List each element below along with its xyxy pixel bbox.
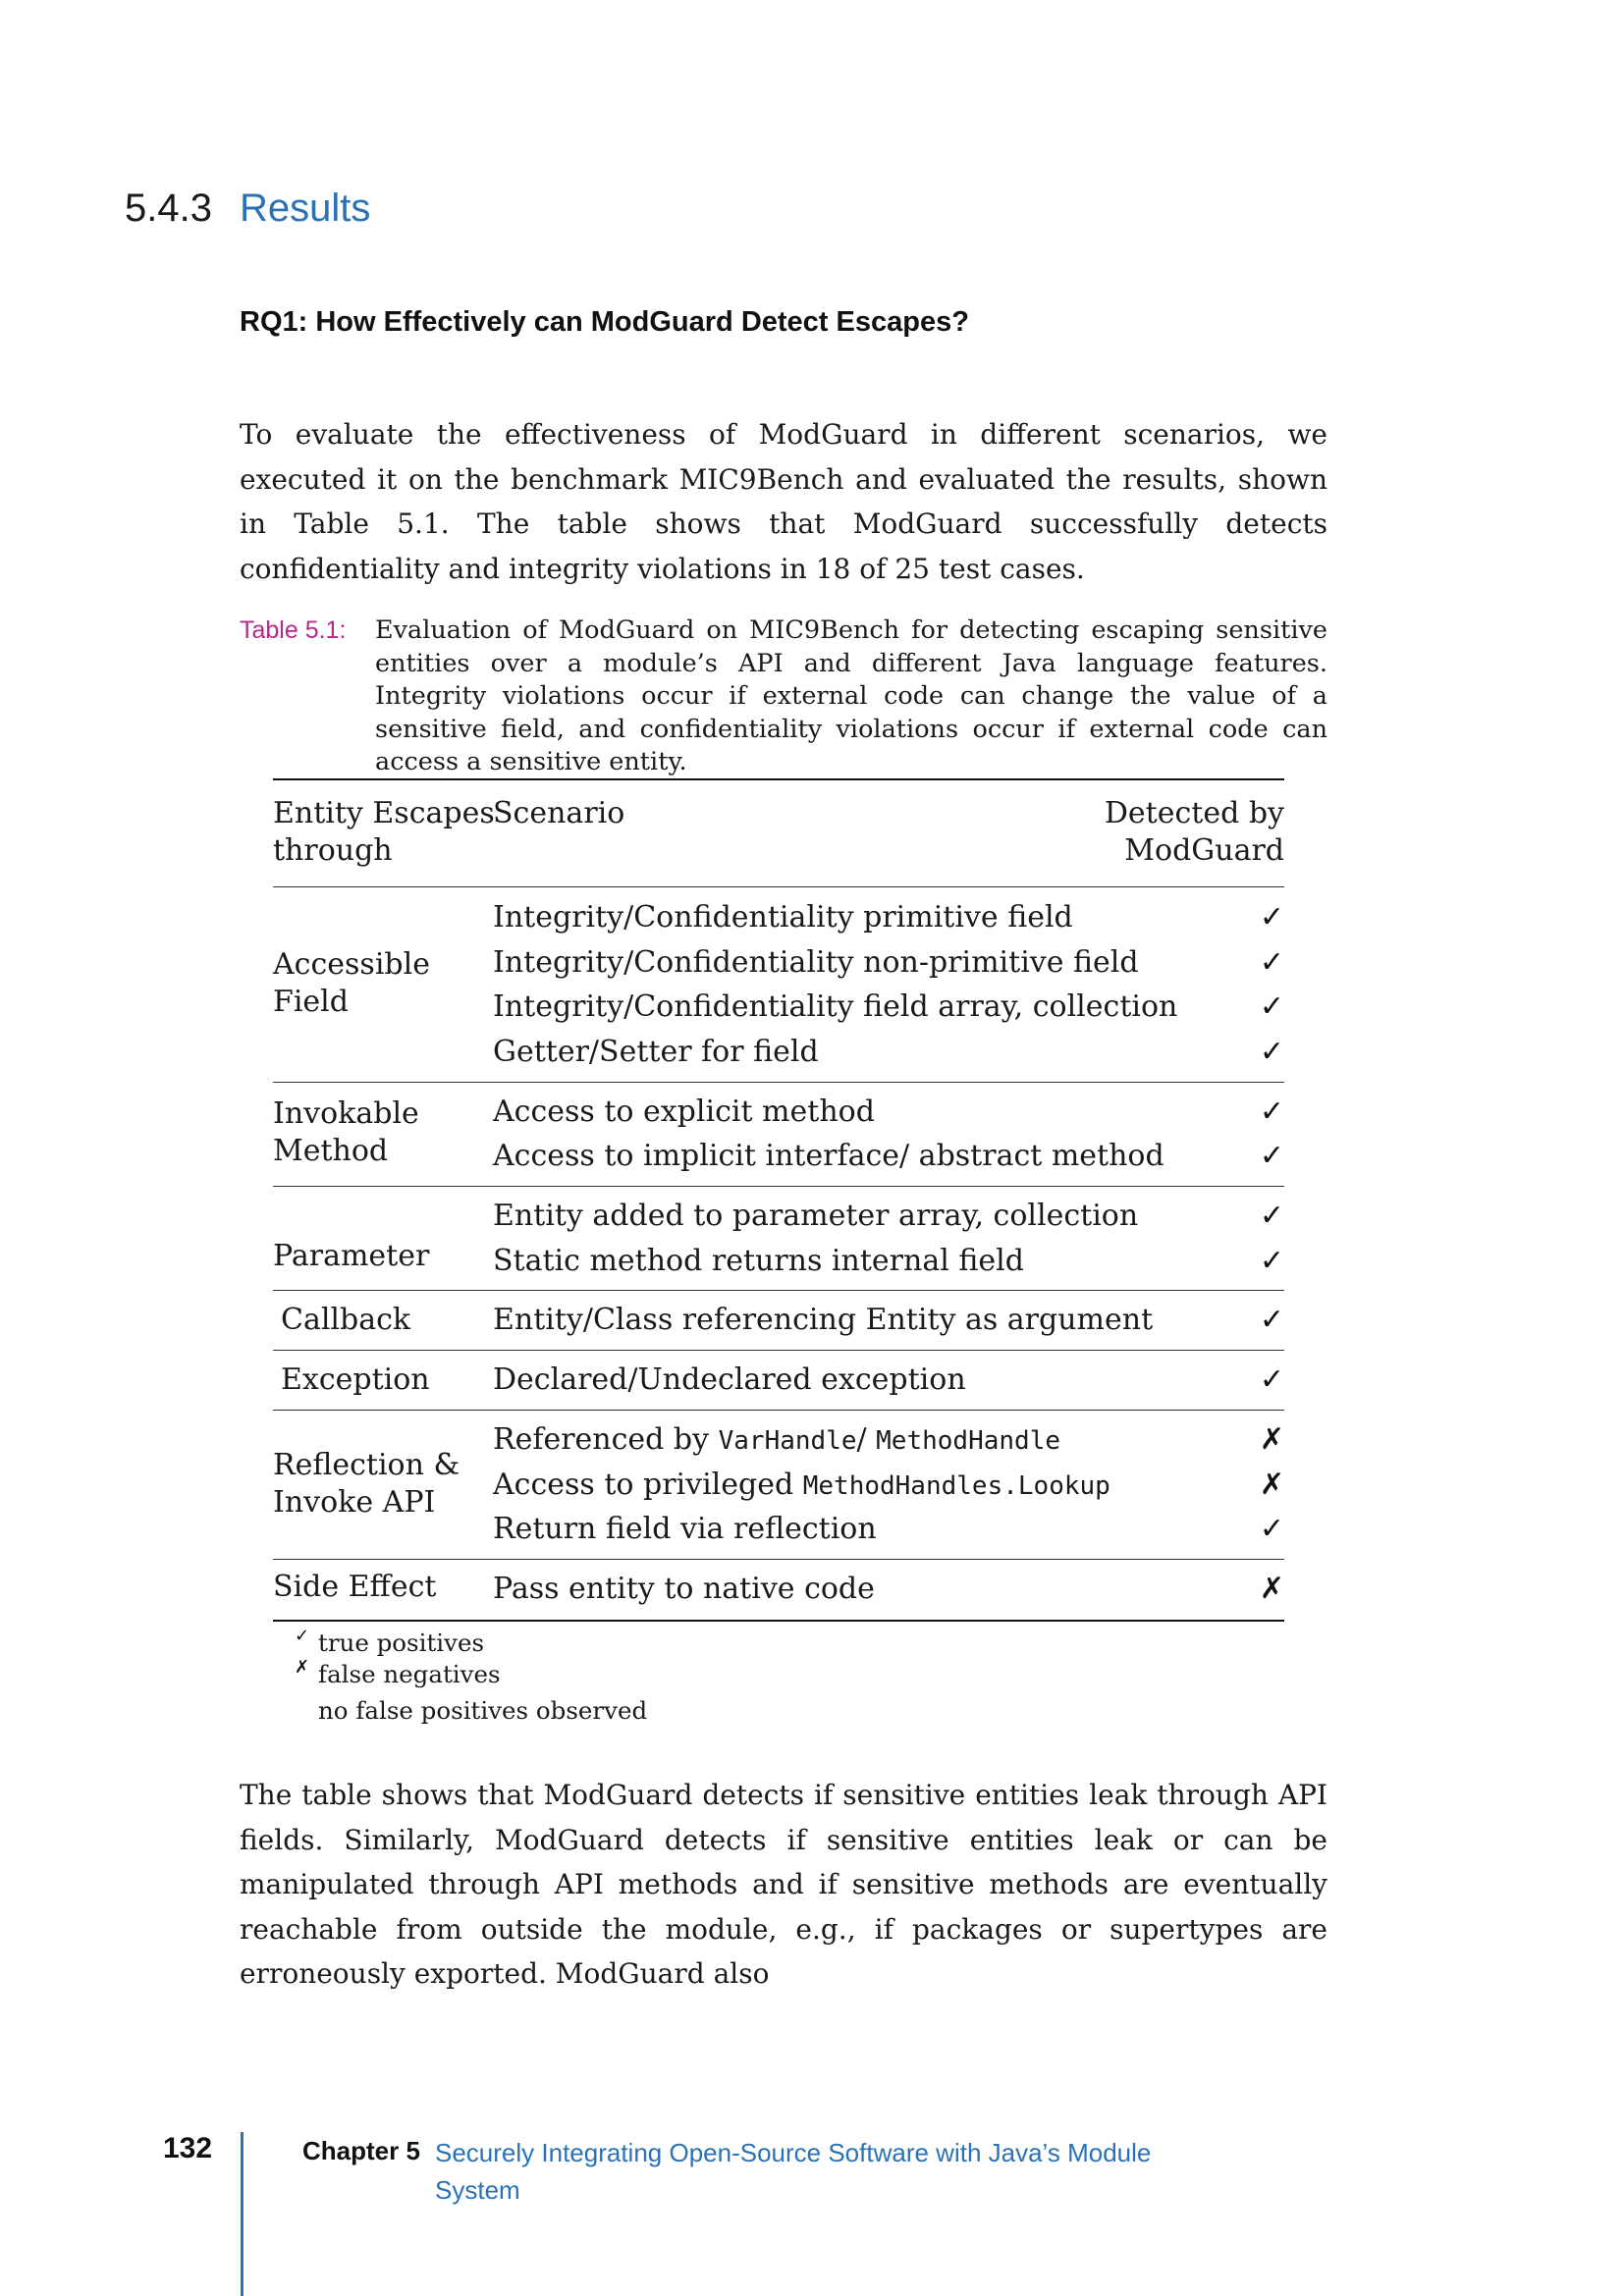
table-row-scenario: Declared/Undeclared exception <box>493 1362 966 1397</box>
section-title: Results <box>240 187 371 230</box>
group-rule <box>273 1350 1284 1351</box>
header-through: through <box>273 833 393 868</box>
check-icon: ✓ <box>1259 1035 1284 1069</box>
header-scenario: Scenario <box>493 796 625 830</box>
table-row-scenario: Static method returns internal field <box>493 1244 1024 1278</box>
note-false-negatives: false negatives <box>318 1660 501 1688</box>
note-no-false-positives: no false positives observed <box>318 1696 648 1725</box>
code-methodhandle: MethodHandle <box>876 1426 1060 1456</box>
paragraph-discussion: The table shows that ModGuard detects if sensitive entities leak through API fields. Similarly, ModGuard detects if sensitive entities leak or can be manipulated through API methods and if sensitive methods are eventually reachable from outside the module, e.g., if packages or supertypes are erroneously exported. ModGuard also <box>240 1779 1327 1990</box>
check-icon: ✓ <box>1259 1362 1284 1397</box>
check-icon: ✓ <box>1259 1303 1284 1337</box>
table-row-scenario: Integrity/Confidentiality field array, collection <box>493 989 1178 1024</box>
table-bottom-rule <box>273 1620 1284 1622</box>
check-icon: ✓ <box>1259 1199 1284 1233</box>
group-label: Method <box>273 1134 389 1168</box>
table-row-scenario: Entity added to parameter array, collection <box>493 1199 1139 1233</box>
section-number: 5.4.3 <box>125 187 212 230</box>
check-icon: ✓ <box>1259 1139 1284 1173</box>
group-label: Exception <box>281 1362 430 1397</box>
cross-icon: ✗ <box>1259 1572 1284 1606</box>
chapter-label: Chapter 5 <box>302 2136 420 2165</box>
check-icon: ✓ <box>1259 900 1284 934</box>
group-label: Side Effect <box>273 1570 437 1604</box>
scenario-text: Access to privileged <box>493 1468 803 1502</box>
header-modguard: ModGuard <box>1124 833 1284 868</box>
table-row-scenario: Getter/Setter for field <box>493 1035 819 1069</box>
code-methodhandles-lookup: MethodHandles.Lookup <box>802 1471 1110 1501</box>
table-top-rule <box>273 778 1284 780</box>
table-caption-text: Evaluation of ModGuard on MIC9Bench for detecting escaping sensitive entities over a module’s API and different Java language features. Integrity violations occur if external code can change the value of a sensitive field, and confidentiality violations occur if external code can access a sensitive entity. <box>375 615 1327 776</box>
page-number: 132 <box>163 2132 213 2164</box>
check-icon: ✓ <box>295 1626 310 1646</box>
check-icon: ✓ <box>1259 1095 1284 1129</box>
table-row-scenario: Return field via reflection <box>493 1512 877 1546</box>
note-true-positives: true positives <box>318 1629 485 1657</box>
table-caption-label: Table 5.1: <box>240 616 347 644</box>
group-label: Reflection & <box>273 1448 460 1482</box>
footer-divider <box>241 2132 244 2296</box>
group-rule <box>273 1559 1284 1560</box>
code-varhandle: VarHandle <box>718 1426 857 1456</box>
group-rule <box>273 1082 1284 1083</box>
group-rule <box>273 1290 1284 1291</box>
scenario-separator: / <box>856 1422 877 1457</box>
table-row-scenario <box>493 1417 1060 1464</box>
table-row-scenario: Access to implicit interface/ abstract method <box>493 1139 1164 1173</box>
group-label: Parameter <box>273 1239 430 1273</box>
check-icon: ✓ <box>1259 1512 1284 1546</box>
table-row-scenario <box>493 1463 1110 1509</box>
group-label: Callback <box>281 1303 411 1337</box>
group-label: Field <box>273 985 349 1019</box>
header-detected-by: Detected by <box>1104 796 1284 830</box>
cross-icon: ✗ <box>1259 1422 1284 1457</box>
group-label: Invoke API <box>273 1485 436 1520</box>
chapter-title: Securely Integrating Open-Source Software with Java’s Module System <box>435 2138 1152 2205</box>
group-label: Invokable <box>273 1096 419 1131</box>
cross-icon: ✗ <box>295 1657 310 1678</box>
header-entity-escapes: Entity Escapes <box>273 796 495 830</box>
group-label: Accessible <box>273 947 430 982</box>
paragraph-intro: To evaluate the effectiveness of ModGuard in different scenarios, we executed it on the benchmark MIC9Bench and evaluated the results, shown in Table 5.1. The table shows that ModGuard successfully detects confidentiality and integrity violations in 18 of 25 test cases. <box>240 418 1327 585</box>
check-icon: ✓ <box>1259 989 1284 1024</box>
cross-icon: ✗ <box>1259 1468 1284 1502</box>
check-icon: ✓ <box>1259 1244 1284 1278</box>
table-row-scenario: Integrity/Confidentiality non-primitive field <box>493 945 1139 980</box>
table-row-scenario: Entity/Class referencing Entity as argument <box>493 1303 1154 1337</box>
group-rule <box>273 1410 1284 1411</box>
rq-heading: RQ1: How Effectively can ModGuard Detect Escapes? <box>240 306 969 338</box>
table-row-scenario: Integrity/Confidentiality primitive field <box>493 900 1073 934</box>
table-row-scenario: Access to explicit method <box>493 1095 875 1129</box>
group-rule <box>273 1186 1284 1187</box>
table-row-scenario: Pass entity to native code <box>493 1572 875 1606</box>
header-rule <box>273 886 1284 887</box>
scenario-text: Referenced by <box>493 1422 719 1457</box>
check-icon: ✓ <box>1259 945 1284 980</box>
